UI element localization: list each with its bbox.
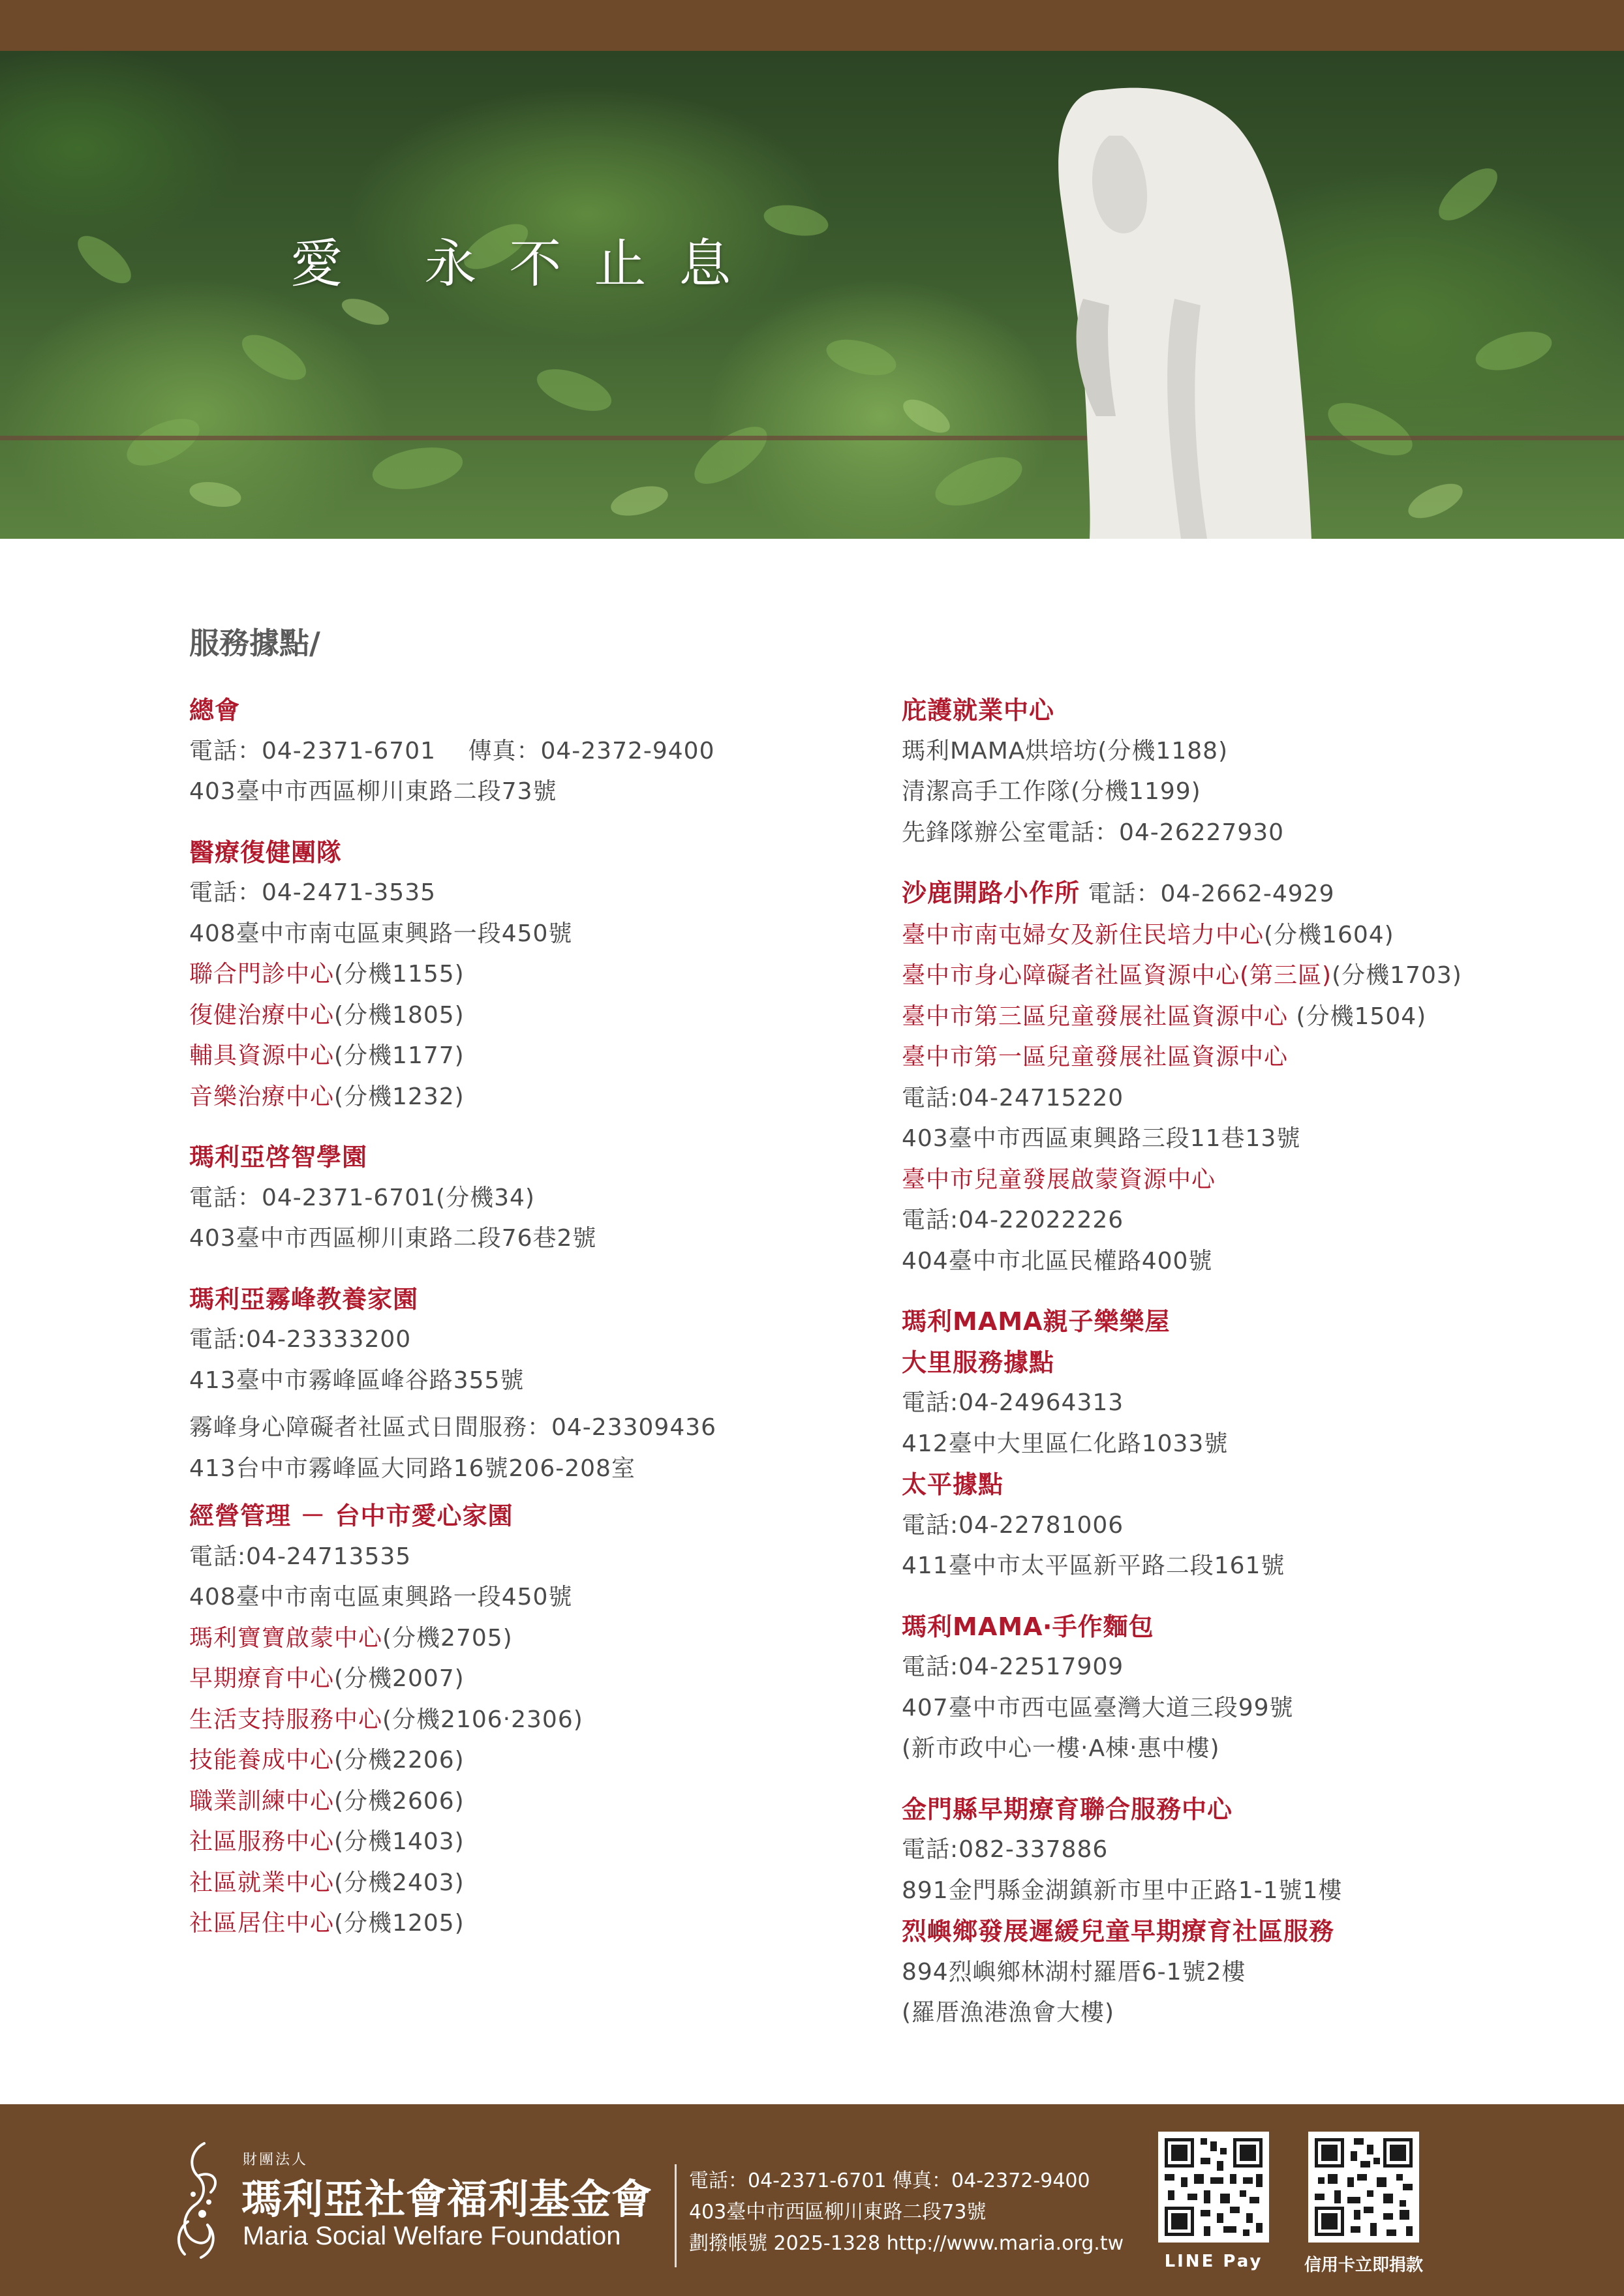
unit-ext: (分機2403) <box>334 1869 465 1896</box>
hq-title: 總會 <box>189 696 241 725</box>
wufeng-service-address: 413台中市霧峰區大同路16號206-208室 <box>189 1455 636 1482</box>
foundation-logo-icon <box>168 2137 234 2267</box>
medical-unit <box>189 1077 848 1118</box>
child1-phone: 電話:04-24715220 <box>902 1084 1124 1111</box>
wufeng-service: 霧峰身心障礙者社區式日間服務：04-23309436 <box>189 1414 717 1441</box>
unit-ext: (分機1403) <box>334 1828 465 1855</box>
unit-ext: (分機2206) <box>334 1747 465 1774</box>
unit-ext: (分機2705) <box>382 1624 513 1652</box>
unit-ext: (分機1504) <box>1288 1003 1427 1030</box>
wufeng-address: 413臺中市霧峰區峰谷路355號 <box>189 1367 525 1394</box>
unit-name: 社區居住中心 <box>189 1910 335 1937</box>
hero-illustration <box>0 51 1624 539</box>
lieyu-address: 894烈嶼鄉林湖村羅厝6-1號2樓 <box>902 1958 1246 1986</box>
unit-ext: (分機2007) <box>334 1665 465 1692</box>
unit-ext: (分機1232) <box>334 1083 465 1110</box>
dali-phone: 電話:04-24964313 <box>902 1389 1124 1416</box>
org-type-label: 財團法人 <box>243 2152 309 2168</box>
aixin-unit <box>189 1781 848 1822</box>
unit-ext: (分機1703) <box>1332 962 1462 989</box>
org-name-en: Maria Social Welfare Foundation <box>243 2222 621 2250</box>
aixin-title: 經營管理 － 台中市愛心家園 <box>189 1502 513 1530</box>
aixin-unit <box>189 1863 848 1904</box>
medical-unit <box>189 954 848 995</box>
unit-name: 臺中市第三區兒童發展社區資源中心 <box>902 1003 1289 1030</box>
unit-name: 聯合門診中心 <box>189 961 335 988</box>
hero-photo <box>0 51 1624 539</box>
aixin-unit <box>189 1618 848 1659</box>
left-column <box>189 690 848 1944</box>
bread-phone: 電話:04-22517909 <box>902 1654 1124 1680</box>
footer-account-url[interactable]: 劃撥帳號 2025-1328 http://www.maria.org.tw <box>689 2232 1124 2255</box>
aixin-phone: 電話:04-24713535 <box>189 1543 412 1570</box>
kinmen-phone: 電話:082-337886 <box>902 1836 1109 1863</box>
qr-code-icon <box>1308 2132 1419 2243</box>
credit-card-qr-icon[interactable] <box>1308 2132 1419 2243</box>
unit-name: 音樂治療中心 <box>189 1083 335 1110</box>
medical-title: 醫療復健團隊 <box>189 838 343 867</box>
section-title: 服務據點/ <box>189 626 320 661</box>
line-pay-label: LINE Pay <box>1164 2252 1263 2271</box>
hq-address: 403臺中市西區柳川東路二段73號 <box>189 778 557 805</box>
footer-phone-fax: 電話：04-2371-6701 傳真：04-2372-9400 <box>689 2169 1090 2192</box>
unit-ext: (分機2106‧2306) <box>382 1706 583 1733</box>
footer-divider <box>675 2164 677 2267</box>
taiping-title: 太平據點 <box>902 1470 1004 1499</box>
aixin-unit <box>189 1659 848 1700</box>
unit-ext: (分機1205) <box>334 1910 465 1937</box>
top-bar <box>0 0 1624 51</box>
qizhi-address: 403臺中市西區柳川東路二段76巷2號 <box>189 1225 597 1252</box>
dali-address: 412臺中大里區仁化路1033號 <box>902 1430 1229 1457</box>
unit-name: 早期療育中心 <box>189 1665 335 1692</box>
bread-address: 407臺中市西屯區臺灣大道三段99號 <box>902 1694 1294 1721</box>
unit-ext: (分機1805) <box>334 1001 465 1029</box>
aixin-unit <box>189 1903 848 1944</box>
child-enlight-phone: 電話:04-22022226 <box>902 1207 1124 1233</box>
bread-note: (新市政中心一樓‧A棟‧惠中樓) <box>902 1735 1220 1762</box>
shalu-phone: 電話：04-2662-4929 <box>1088 881 1335 907</box>
unit-name: 復健治療中心 <box>189 1001 335 1029</box>
wufeng-phone: 電話:04-23333200 <box>189 1326 412 1353</box>
mama-house-title: 瑪利MAMA親子樂樂屋 <box>902 1307 1171 1336</box>
taiping-phone: 電話:04-22781006 <box>902 1511 1124 1539</box>
shalu-unit <box>902 915 1606 956</box>
unit-name: 瑪利寶寶啟蒙中心 <box>189 1624 383 1652</box>
employment-line: 清潔高手工作隊(分機1199) <box>902 778 1201 805</box>
unit-name: 臺中市南屯婦女及新住民培力中心 <box>902 921 1264 948</box>
child1-title: 臺中市第一區兒童發展社區資源中心 <box>902 1044 1289 1070</box>
shalu-title: 沙鹿開路小作所 <box>902 879 1080 907</box>
aixin-address: 408臺中市南屯區東興路一段450號 <box>189 1584 573 1610</box>
medical-unit <box>189 995 848 1036</box>
child-enlight-title: 臺中市兒童發展啟蒙資源中心 <box>902 1166 1216 1193</box>
hq-phone-fax: 電話：04-2371-6701 傳真：04-2372-9400 <box>189 737 715 764</box>
shalu-unit <box>902 997 1606 1038</box>
unit-name: 生活支持服務中心 <box>189 1706 383 1733</box>
shalu-heading <box>902 873 1606 915</box>
child-enlight-address: 404臺中市北區民權路400號 <box>902 1247 1213 1275</box>
employment-line: 瑪利MAMA烘培坊(分機1188) <box>902 737 1229 764</box>
qr-code-icon <box>1158 2132 1269 2243</box>
credit-card-label: 信用卡立即捐款 <box>1304 2256 1423 2275</box>
unit-name: 社區服務中心 <box>189 1828 335 1855</box>
medical-address: 408臺中市南屯區東興路一段450號 <box>189 920 573 947</box>
unit-ext: (分機2606) <box>334 1787 465 1815</box>
wufeng-title: 瑪利亞霧峰教養家園 <box>189 1284 419 1314</box>
unit-ext: (分機1155) <box>334 961 465 988</box>
medical-unit <box>189 1036 848 1077</box>
hero-title: 愛 永不止息 <box>290 234 764 294</box>
dali-title: 大里服務據點 <box>902 1348 1055 1377</box>
aixin-unit <box>189 1740 848 1781</box>
lieyu-note: (羅厝漁港漁會大樓) <box>902 1999 1115 2026</box>
unit-name: 社區就業中心 <box>189 1869 335 1896</box>
right-column <box>902 690 1606 2034</box>
footer-contact <box>689 2166 1124 2259</box>
org-name-zh: 瑪利亞社會福利基金會 <box>241 2175 653 2223</box>
shalu-unit <box>902 956 1606 997</box>
kinmen-address: 891金門縣金湖鎮新市里中正路1-1號1樓 <box>902 1877 1343 1904</box>
unit-name: 技能養成中心 <box>189 1747 335 1774</box>
footer <box>0 2104 1624 2296</box>
unit-name: 輔具資源中心 <box>189 1042 335 1069</box>
bread-title: 瑪利MAMA‧手作麵包 <box>902 1612 1154 1641</box>
lieyu-title: 烈嶼鄉發展遲緩兒童早期療育社區服務 <box>902 1917 1335 1946</box>
footer-address: 403臺中市西區柳川東路二段73號 <box>689 2201 987 2224</box>
medical-phone: 電話：04-2471-3535 <box>189 879 437 906</box>
aixin-unit <box>189 1700 848 1741</box>
kinmen-title: 金門縣早期療育聯合服務中心 <box>902 1794 1233 1824</box>
unit-ext: (分機1177) <box>334 1042 465 1069</box>
aixin-unit <box>189 1822 848 1863</box>
unit-ext: (分機1604) <box>1264 921 1394 948</box>
statue-figure <box>1058 88 1311 539</box>
unit-name: 臺中市身心障礙者社區資源中心(第三區) <box>902 962 1332 989</box>
unit-name: 職業訓練中心 <box>189 1787 335 1815</box>
employment-line: 先鋒隊辦公室電話：04-26227930 <box>902 819 1285 846</box>
qizhi-phone: 電話：04-2371-6701(分機34) <box>189 1184 535 1211</box>
qizhi-title: 瑪利亞啓智學園 <box>189 1143 368 1171</box>
employment-title: 庇護就業中心 <box>902 696 1055 725</box>
taiping-address: 411臺中市太平區新平路二段161號 <box>902 1552 1285 1579</box>
child1-address: 403臺中市西區東興路三段11巷13號 <box>902 1125 1301 1152</box>
line-pay-qr-icon[interactable] <box>1158 2132 1269 2243</box>
